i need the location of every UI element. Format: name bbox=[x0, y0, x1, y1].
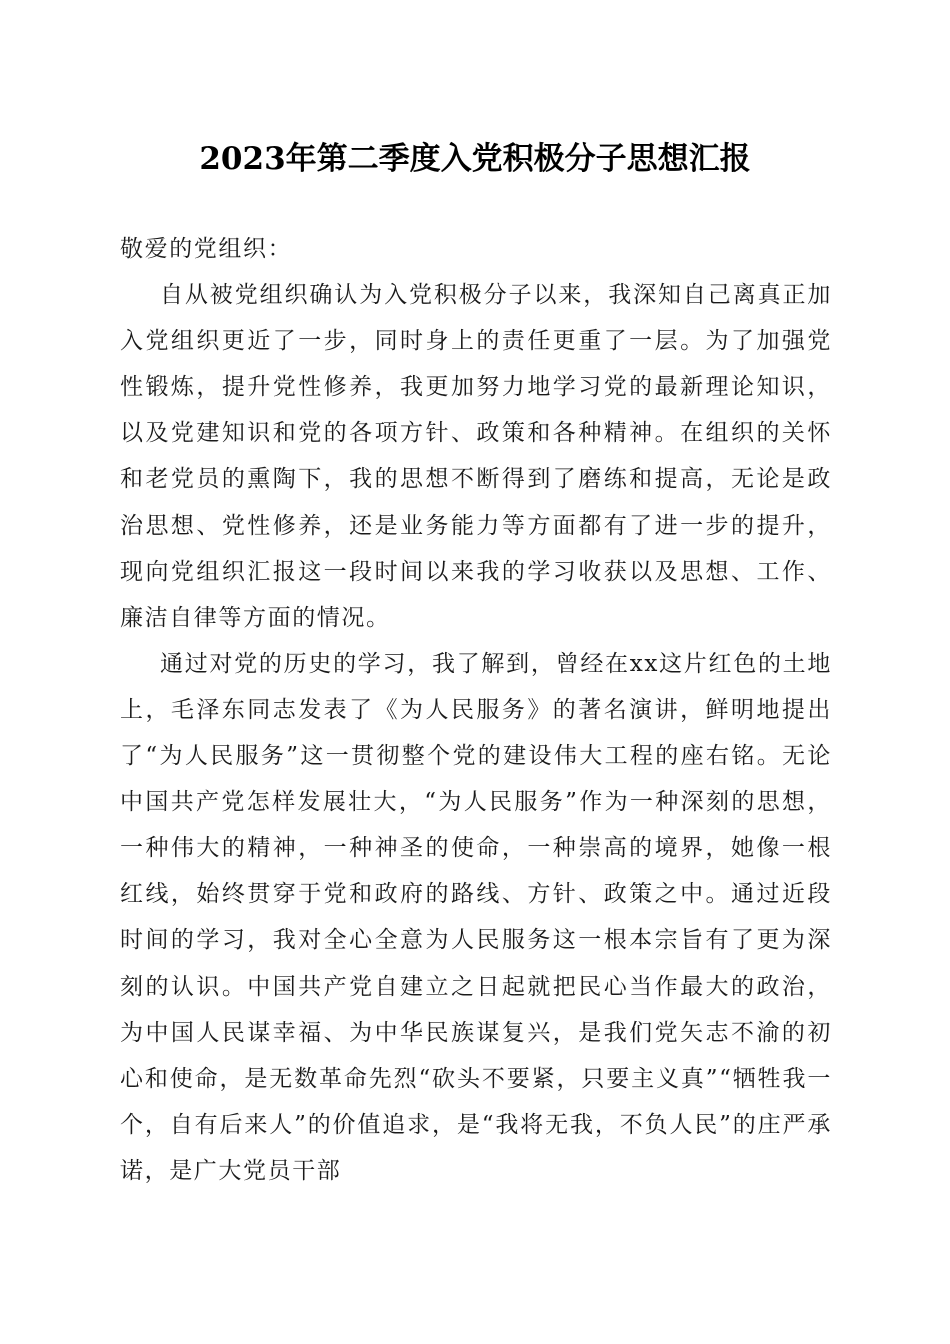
document-title: 2023年第二季度入党积极分子思想汇报 bbox=[199, 141, 751, 177]
salutation: 敬爱的党组织： bbox=[120, 236, 293, 262]
paragraph-2: 通过对党的历史的学习，我了解到，曾经在xx这片红色的土地上，毛泽东同志发表了《为人民服务》的著名演讲，鲜明地提出了“为人民服务”这一贯彻整个党的建设伟大工程的座右铭。无论中国共产党怎样发展壮大，“为人民服务”作为一种深刻的思想，一种伟大的精神，一种神圣的使命，一种崇高的境界，她像一根红线，始终贯穿于党和政府的路线、方针、政策之中。通过近段时间的学习，我对全心全意为人民服务这一根本宗旨有了更为深刻的认识。中国共产党自建立之日起就把民心当作最大的政治，为中国人民谋幸福、为中华民族谋复兴，是我们党矢志不渝的初心和使命，是无数革命先烈“砍头不要紧，只要主义真”“牺牲我一个，自有后来人”的价值追求，是“我将无我，不负人民”的庄严承诺，是广大党员干部 bbox=[120, 650, 832, 1184]
paragraph-1: 自从被党组织确认为入党积极分子以来，我深知自己离真正加入党组织更近了一步，同时身上的责任更重了一层。为了加强党性锻炼，提升党性修养，我更加努力地学习党的最新理论知识，以及党建知识和党的各项方针、政策和各种精神。在组织的关怀和老党员的熏陶下，我的思想不断得到了磨练和提高，无论是政治思想、党性修养，还是业务能力等方面都有了进一步的提升，现向党组织汇报这一段时间以来我的学习收获以及思想、工作、廉洁自律等方面的情况。 bbox=[120, 282, 832, 631]
document-body bbox=[120, 226, 832, 1194]
